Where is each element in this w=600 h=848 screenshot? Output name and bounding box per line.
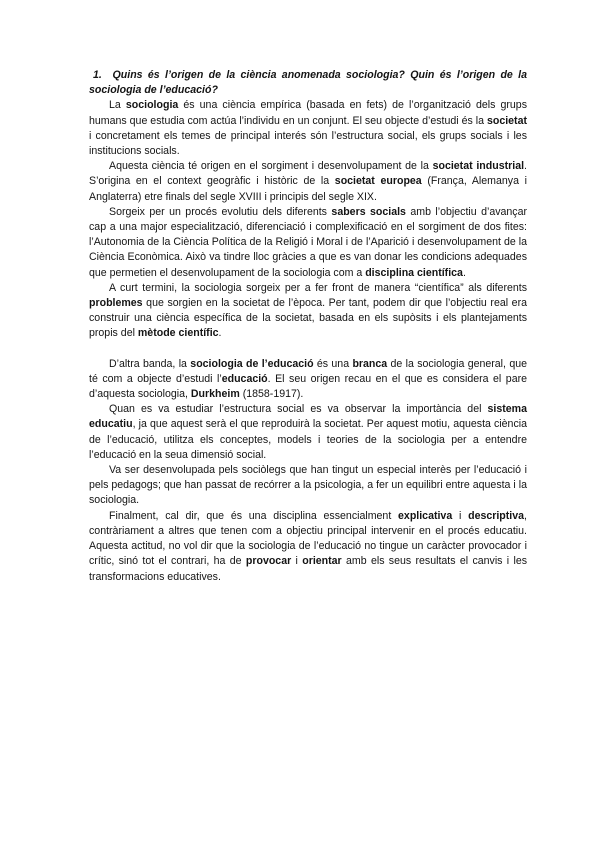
text-run: Finalment, cal dir, que és una disciplina essencialment [109, 509, 399, 522]
text-run: Quan es va estudiar l’estructura social es va observar la importància del [109, 403, 488, 416]
text-run: i [291, 555, 303, 568]
text-run: , contràriament a altres que tenen com a objectiu principal intervenir en el procés educatiu. Aquesta actitud, no vol dir que la sociologia de l’educació no tingue un caràcter provocador i crític, sinó tot el contrari, ha de [89, 509, 527, 568]
text-run: Aquesta ciència té origen en el sorgiment i desenvolupament de la [109, 160, 433, 173]
question-heading [89, 68, 527, 98]
text-run: amb l’objectiu d’avançar cap a una major especialització, diferenciació i complexificació en el sorgiment de dos fites: l’Autonomia de la Ciència Política de la Religió i Moral i de l’Aparició i desenvolupament de la Ciència Econòmica. Això va tindre lloc gràcies a que es van donar les condicions adequades que permetien el desenvolupament de la sociologia com a [89, 205, 528, 279]
text-run: . El seu origen recau en el que es considera el pare d’aquesta sociologia, [89, 372, 528, 401]
text-run: . S’origina en el context geogràfic i històric de la [89, 160, 527, 188]
paragraph-1 [89, 98, 527, 159]
paragraph-2 [89, 159, 527, 205]
bold-term: Durkheim [190, 388, 240, 401]
text-run: i concretament els temes de principal interés són l’estructura social, els grups socials i les institucions socials. [89, 129, 527, 158]
question-number: 1. [93, 69, 102, 81]
bold-term: provocar [245, 555, 292, 568]
text-run: (França, Alemanya i Anglaterra) etre finals del segle XVIII i principis del segle XIX. [89, 175, 527, 203]
bold-term: sistema educatiu [89, 403, 527, 431]
paragraph-5 [89, 357, 527, 403]
bold-term: societat industrial [432, 160, 525, 173]
bold-term: descriptiva [468, 509, 525, 522]
bold-term: sabers socials [331, 205, 406, 218]
text-run: . [218, 327, 222, 340]
bold-term: mètode científic [137, 327, 219, 340]
bold-term: branca [352, 357, 388, 370]
text-run: . [462, 266, 466, 279]
paragraph-7 [89, 463, 527, 509]
text-run: que sorgien en la societat de l’època. Per tant, podem dir que l’objectiu real era construir una ciència específica de la societat, basada en els supòsits i els plantejaments propis del [89, 297, 527, 340]
text-run: Va ser desenvolupada pels sociòlegs que han tingut un especial interès per l’educació i pels pedagogs; que han passat de recórrer a la psicologia, a fer un equilibri entre aquesta i la sociologia. [89, 464, 527, 507]
paragraph-6 [89, 402, 527, 463]
text-run: Sorgeix per un procés evolutiu dels diferents [109, 205, 332, 218]
bold-term: educació [221, 372, 268, 385]
text-run: La [109, 99, 126, 112]
bold-term: orientar [302, 555, 342, 568]
text-run: és una [313, 357, 353, 370]
document-page [89, 68, 527, 585]
bold-term: disciplina científica [365, 266, 463, 279]
text-run: , ja que aquest serà el que reproduirà la societat. Per aquest motiu, aquesta ciència de l’educació, utilitza els conceptes, models i teories de la sociologia per a entendre l’educació en la seua dimensió social. [89, 418, 527, 461]
bold-term: societat [486, 114, 527, 127]
text-run: i [452, 509, 469, 522]
text-run: (1858-1917). [239, 388, 304, 401]
bold-term: societat europea [334, 175, 422, 188]
text-run: A curt termini, la sociologia sorgeix per a fer front de manera “científica” als diferents [109, 281, 527, 294]
bold-term: explicativa [398, 509, 453, 522]
paragraph-8 [89, 509, 527, 585]
bold-term: sociologia [125, 99, 179, 112]
paragraph-4 [89, 281, 527, 342]
question-text: Quins és l’origen de la ciència anomenada sociologia? Quin és l’origen de la sociologia de l’educació? [89, 69, 527, 97]
text-run: de la sociologia general, que té com a objecte d’estudi l’ [89, 357, 527, 385]
bold-term: sociologia de l’educació [190, 357, 314, 370]
text-run: amb els seus resultats el canvis i les transformacions educatives. [89, 555, 528, 583]
text-run: és una ciència empírica (basada en fets) de l’organització dels grups humans que estudia com actúa l’individu en un conjunt. El seu objecte d’estudi és la [89, 99, 527, 127]
paragraph-3 [89, 205, 527, 281]
text-run: D’altra banda, la [109, 357, 191, 370]
bold-term: problemes [89, 297, 143, 310]
